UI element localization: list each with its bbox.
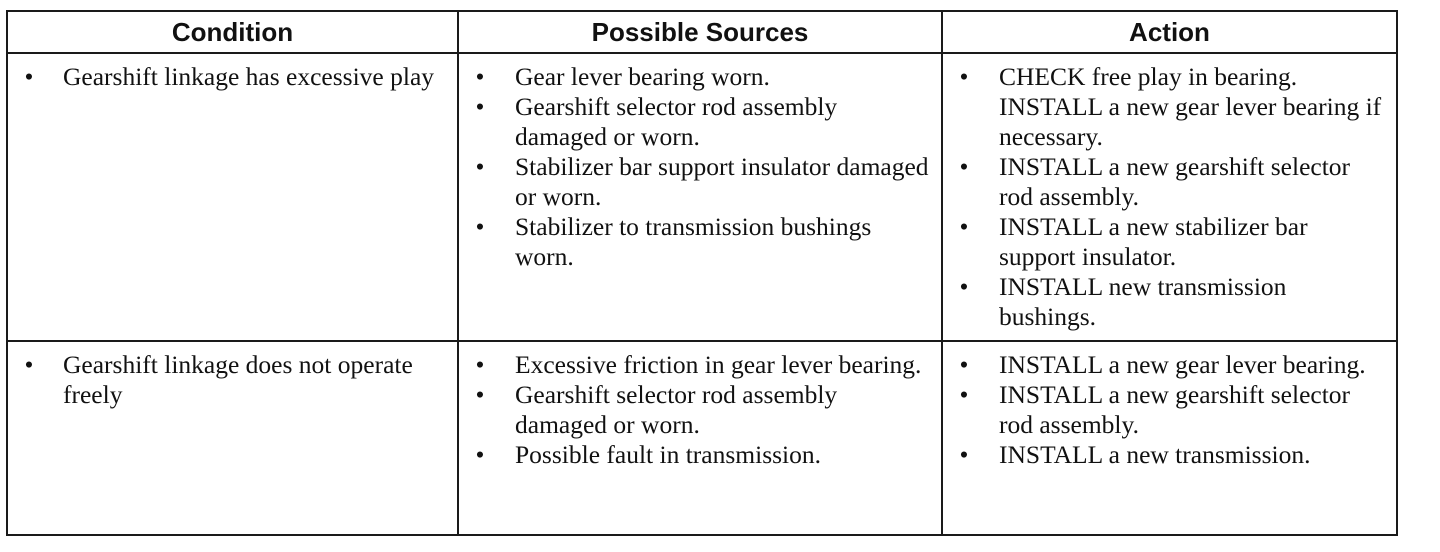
bullet-icon: •	[475, 350, 485, 379]
list-item	[459, 212, 931, 272]
condition-cell	[7, 53, 458, 341]
action-text: INSTALL a new gear lever bearing.	[999, 350, 1366, 379]
action-text: INSTALL a new transmission.	[999, 440, 1311, 469]
bullet-icon: •	[475, 212, 485, 241]
list-item	[943, 62, 1386, 152]
bullet-icon: •	[959, 272, 969, 301]
list-item	[943, 272, 1386, 332]
header-row	[7, 11, 1397, 53]
bullet-icon: •	[475, 152, 485, 181]
diagnosis-table	[6, 10, 1398, 536]
list-item	[459, 350, 931, 380]
source-text: Gearshift selector rod assembly damaged or worn.	[515, 92, 838, 151]
list-item	[943, 350, 1386, 380]
source-text: Stabilizer bar support insulator damaged or worn.	[515, 152, 929, 211]
list-item	[943, 212, 1386, 272]
list-item	[459, 62, 931, 92]
sources-cell	[458, 341, 942, 535]
bullet-icon: •	[475, 92, 485, 121]
action-text: INSTALL a new gearshift selector rod assembly.	[999, 152, 1351, 211]
bullet-icon: •	[24, 62, 34, 91]
list-item	[459, 152, 931, 212]
source-text: Possible fault in transmission.	[515, 440, 821, 469]
list-item	[459, 92, 931, 152]
table-row	[7, 53, 1397, 341]
bullet-icon: •	[959, 212, 969, 241]
list-item	[943, 380, 1386, 440]
action-text: INSTALL a new stabilizer bar support insulator.	[999, 212, 1308, 271]
source-text: Stabilizer to transmission bushings worn.	[515, 212, 872, 271]
header-possible-sources: Possible Sources	[458, 11, 942, 53]
list-item	[943, 152, 1386, 212]
bullet-icon: •	[959, 350, 969, 379]
condition-text: Gearshift linkage has excessive play	[63, 62, 435, 91]
bullet-icon: •	[959, 380, 969, 409]
action-text: INSTALL a new gearshift selector rod assembly.	[999, 380, 1351, 439]
list-item	[459, 440, 931, 470]
source-text: Excessive friction in gear lever bearing.	[515, 350, 922, 379]
bullet-icon: •	[959, 152, 969, 181]
header-action: Action	[942, 11, 1397, 53]
condition-cell	[7, 341, 458, 535]
condition-text: Gearshift linkage does not operate freely	[63, 350, 413, 409]
list-item	[459, 380, 931, 440]
action-text: INSTALL new transmission bushings.	[999, 272, 1287, 331]
bullet-icon: •	[959, 440, 969, 469]
action-cell	[942, 53, 1397, 341]
sources-cell	[458, 53, 942, 341]
source-text: Gearshift selector rod assembly damaged or worn.	[515, 380, 838, 439]
source-text: Gear lever bearing worn.	[515, 62, 770, 91]
list-item	[8, 62, 447, 92]
action-cell	[942, 341, 1397, 535]
action-text: CHECK free play in bearing. INSTALL a new gear lever bearing if necessary.	[999, 62, 1382, 151]
bullet-icon: •	[475, 62, 485, 91]
bullet-icon: •	[24, 350, 34, 379]
table-row	[7, 341, 1397, 535]
list-item	[943, 440, 1386, 470]
list-item	[8, 350, 447, 410]
bullet-icon: •	[475, 380, 485, 409]
bullet-icon: •	[959, 62, 969, 91]
bullet-icon: •	[475, 440, 485, 469]
header-condition: Condition	[7, 11, 458, 53]
